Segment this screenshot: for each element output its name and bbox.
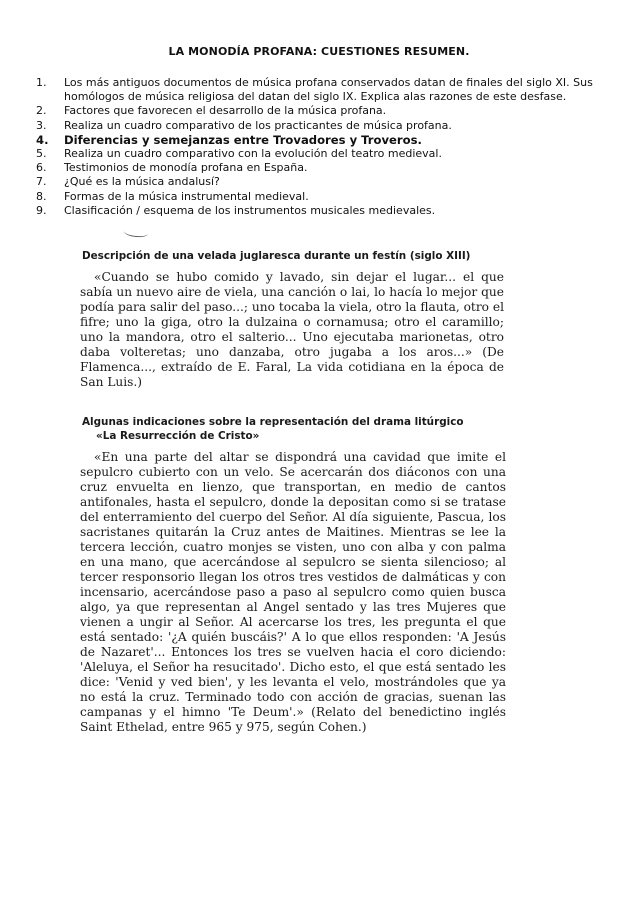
item-text: Factores que favorecen el desarrollo de la música profana. [64, 104, 387, 118]
list-item [36, 147, 611, 161]
section-title-velada: Descripción de una velada juglaresca durante un festín (siglo XIII) [82, 250, 471, 262]
questions-list [36, 76, 611, 218]
list-item [36, 119, 611, 133]
item-number: 5. [36, 147, 47, 161]
item-text: Los más antiguos documentos de música profana conservados datan de finales del siglo XI. Sus homólogos de música religiosa del datan del siglo IX. Explica alas razones de este desfase. [64, 76, 593, 104]
item-number: 8. [36, 189, 47, 203]
section-title-drama: Algunas indicaciones sobre la representación del drama litúrgico [82, 416, 464, 428]
item-number: 9. [36, 203, 47, 217]
item-number: 6. [36, 161, 47, 175]
list-item [36, 204, 611, 218]
list-item [36, 133, 611, 147]
item-number: 2. [36, 104, 47, 118]
page-title: LA MONODÍA PROFANA: CUESTIONES RESUMEN. [168, 45, 470, 58]
item-text: Realiza un cuadro comparativo con la evolución del teatro medieval. [64, 147, 442, 161]
item-number: 7. [36, 175, 47, 189]
item-text: Realiza un cuadro comparativo de los practicantes de música profana. [64, 118, 452, 132]
item-text: Formas de la música instrumental medieval. [64, 189, 309, 203]
item-text: ¿Qué es la música andalusí? [64, 175, 220, 189]
item-text: Clasificación / esquema de los instrumentos musicales medievales. [64, 203, 436, 217]
list-item [36, 76, 611, 104]
item-number: 1. [36, 76, 47, 89]
item-number: 3. [36, 118, 47, 132]
list-item [36, 104, 611, 118]
scan-pen-mark [124, 227, 149, 238]
section-text-drama: «En una parte del altar se dispondrá una cavidad que imite el sepulcro cubierto con un velo. Se acercarán dos diáconos con una cruz envuelta en lienzo, que transportan, en medio de cantos antifonales, hasta el sepulcro, donde la depositan como si se tratase del enterramiento del cuerpo del Señor. Al día siguiente, Pascua, los sacristanes quitarán la Cruz antes de Maitines. Mientras se lee la tercera lección, cuatro monjes se visten, uno con alba y con palma en una mano, que acercándose al sepulcro se sienta silencioso; al tercer responsorio llegan los otros tres vestidos de dalmáticas y con incensario, acercándose paso a paso al sepulcro como quien busca algo, ya que representan al Angel sentado y las tres Mujeres que vienen a ungir al Señor. Al acercarse los tres, les pregunta el que está sentado: '¿A quién buscáis?' A lo que ellos responden: 'A Jesús de Nazaret'... Entonces los tres se vuelven hacia el coro diciendo: 'Aleluya, el Señor ha resucitado'. Dicho esto, el que está sentado les dice: 'Venid y ved bien', y les levanta el velo, mostrándoles que ya no está la cruz. Terminado todo con acción de gracias, suenan las campanas y el himno 'Te Deum'.» (Relato del benedictino inglés Saint Ethelad, entre 965 y 975, según Cohen.) [80, 450, 506, 734]
item-text: Diferencias y semejanzas entre Trovadores y Troveros. [64, 132, 422, 147]
item-number: 4. [36, 132, 49, 147]
section-text-velada: «Cuando se hubo comido y lavado, sin dejar el lugar... el que sabía un nuevo aire de viela, una canción o lai, lo hacía lo mejor que podía para salir del paso...; uno tocaba la viela, otro la flauta, otro el fifre; uno la giga, otro la dulzaina o cornamusa; otro el caramillo; uno la mandora, otro el salterio... Uno ejecutaba marionetas, otro daba volteretas; uno danzaba, otro jugaba a los aros...» (De Flamenca..., extraído de E. Faral, La vida cotidiana en la época de San Luis.) [80, 270, 504, 389]
list-item [36, 161, 611, 175]
list-item [36, 175, 611, 189]
list-item [36, 190, 611, 204]
section-subtitle-drama: «La Resurrección de Cristo» [96, 430, 260, 442]
item-text: Testimonios de monodía profana en España. [64, 161, 308, 175]
